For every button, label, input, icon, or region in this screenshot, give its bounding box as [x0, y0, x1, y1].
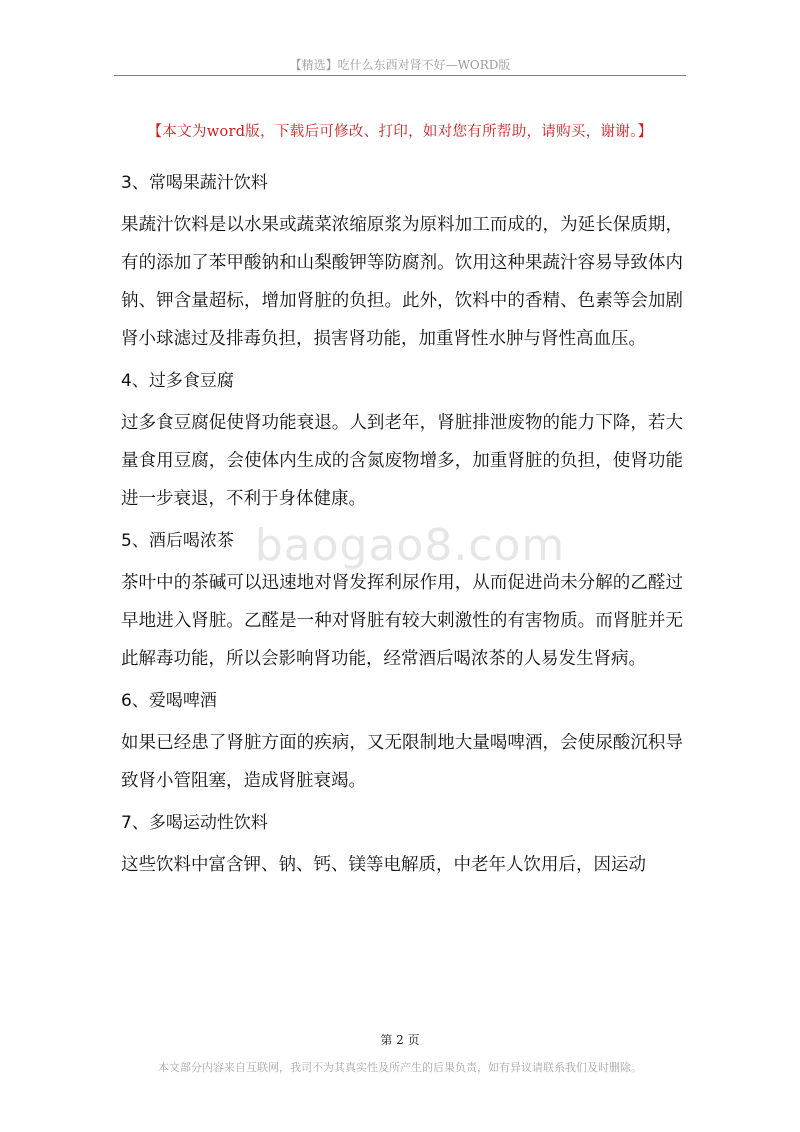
section-heading: 7、多喝运动性饮料: [121, 813, 268, 833]
section-paragraph: 茶叶中的茶碱可以迅速地对肾发挥利尿作用，从而促进尚未分解的乙醛过早地进入肾脏。乙醛是一种对肾脏有较大刺激性的有害物质。而肾脏并无此解毒功能，所以会影响肾功能，经常酒后喝浓茶的人易发生肾病。: [121, 573, 683, 669]
section-paragraph: 过多食豆腐促使肾功能衰退。人到老年，肾脏排泄废物的能力下降，若大量食用豆腐，会使体内生成的含氮废物增多，加重肾脏的负担，使肾功能进一步衰退，不利于身体健康。: [121, 413, 683, 509]
section: [121, 522, 683, 678]
section-heading: 4、过多食豆腐: [121, 371, 234, 391]
document-body: [121, 164, 683, 888]
watermark: baogao8.com: [254, 520, 566, 571]
section: [121, 362, 683, 518]
section: [121, 164, 683, 358]
download-notice: 【本文为word版，下载后可修改、打印，如对您有所帮助，请购买，谢谢。】: [147, 124, 653, 140]
section: [121, 804, 683, 884]
page-number: 第 2 页: [380, 1033, 420, 1047]
section-paragraph: 果蔬汁饮料是以水果或蔬菜浓缩原浆为原料加工而成的，为延长保质期，有的添加了苯甲酸钠和山梨酸钾等防腐剂。饮用这种果蔬汁容易导致体内钠、钾含量超标，增加肾脏的负担。此外，饮料中的香精、色素等会加剧肾小球滤过及排毒负担，损害肾功能，加重肾性水肿与肾性高血压。: [121, 215, 683, 349]
section-paragraph: 如果已经患了肾脏方面的疾病，又无限制地大量喝啤酒，会使尿酸沉积导致肾小管阻塞，造成肾脏衰竭。: [121, 733, 683, 791]
section-paragraph: 这些饮料中富含钾、钠、钙、镁等电解质，中老年人饮用后，因运动: [121, 855, 646, 875]
section: [121, 682, 683, 800]
section-heading: 5、酒后喝浓茶: [121, 531, 234, 551]
section-heading: 6、爱喝啤酒: [121, 691, 217, 711]
header-divider: [114, 75, 686, 76]
section-heading: 3、常喝果蔬汁饮料: [121, 173, 268, 193]
footer-disclaimer: 本文部分内容来自互联网，我司不为其真实性及所产生的后果负责，如有异议请联系我们及时删除。: [158, 1061, 642, 1074]
page-header: 【精选】吃什么东西对肾不好—WORD版: [289, 58, 511, 72]
